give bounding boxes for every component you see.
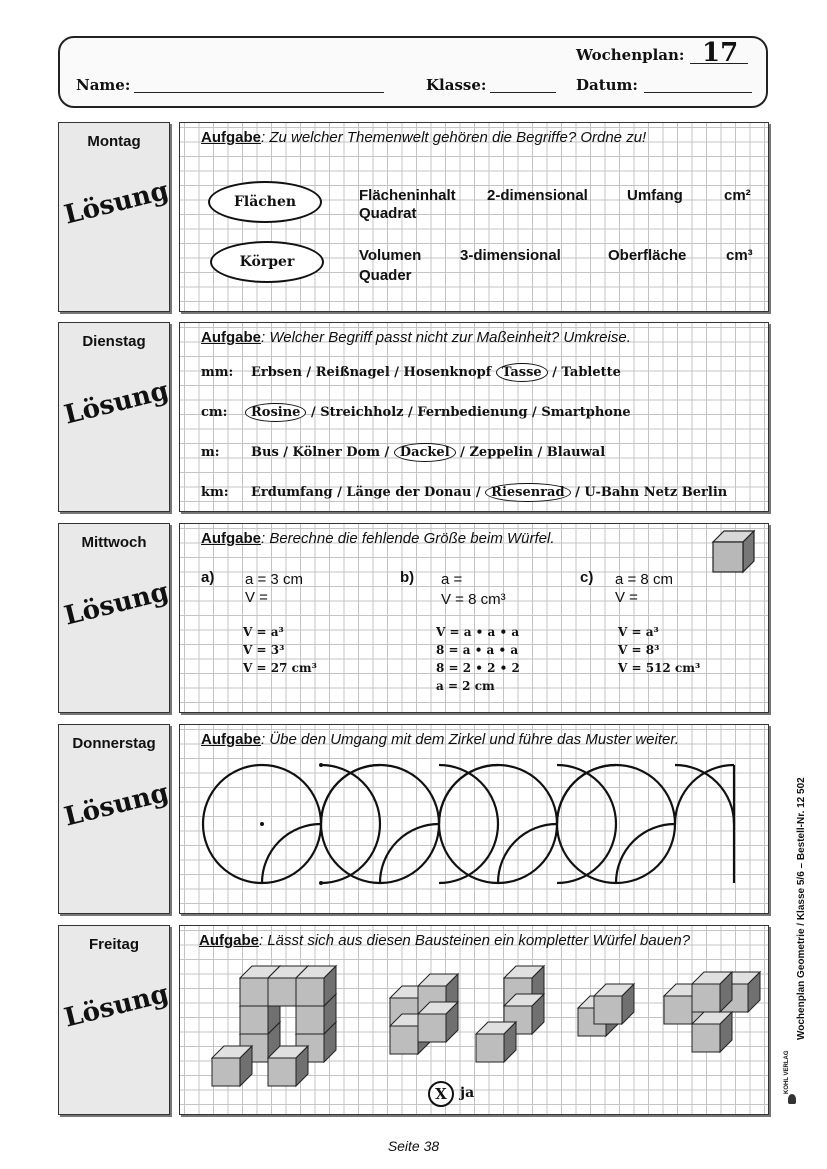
day-box-donnerstag (58, 724, 170, 914)
loesung-label: Lösung (61, 175, 172, 231)
answer-checkmark: X (428, 1081, 454, 1107)
name-label: Name: (76, 76, 131, 94)
term: cm³ (726, 247, 753, 264)
term: Flächeninhalt (359, 187, 456, 204)
given: V = 8 cm³ (441, 591, 506, 608)
series-info: Wochenplan Geometrie / Klasse 5/6 – Bestell-Nr. 12 502 (796, 777, 807, 1040)
klasse-label: Klasse: (426, 76, 487, 94)
day-name: Freitag (88, 936, 139, 953)
day-box-mittwoch (58, 523, 170, 713)
page-number: Seite 38 (387, 1138, 440, 1154)
day-box-montag (58, 122, 170, 312)
publisher-logo: KOHL VERLAG (784, 1054, 798, 1104)
calc-c: V = a³ V = 8³ V = 512 cm³ (618, 625, 701, 675)
task-instruction: Aufgabe: Übe den Umgang mit dem Zirkel und führe das Muster weiter. (201, 731, 679, 748)
day-name: Montag (87, 133, 141, 150)
wochenplan-line (690, 63, 748, 64)
day-box-freitag (58, 925, 170, 1115)
part-label: b) (400, 569, 415, 586)
row-km: km: Erdumfang / Länge der Donau / Riesenrad / U-Bahn Netz Berlin (201, 485, 728, 500)
wochenplan-label: Wochenplan: (576, 46, 685, 64)
loesung-label: Lösung (61, 576, 172, 632)
loesung-label: Lösung (61, 375, 172, 431)
term: Oberfläche (608, 247, 687, 264)
part-label: c) (580, 569, 594, 586)
calc-a: V = a³ V = 3³ V = 27 cm³ (243, 625, 317, 675)
row-mm: mm: Erbsen / Reißnagel / Hosenknopf Tasse / Tablette (201, 365, 621, 380)
day-name: Dienstag (82, 333, 146, 350)
datum-label: Datum: (576, 76, 638, 94)
ellipse-flaechen: Flächen (208, 181, 322, 223)
day-name: Mittwoch (81, 534, 147, 551)
given: a = 3 cm (245, 571, 303, 588)
name-line[interactable] (134, 92, 384, 93)
given: V = (245, 589, 268, 606)
term: Umfang (627, 187, 683, 204)
day-box-dienstag (58, 322, 170, 512)
task-instruction: Aufgabe: Berechne die fehlende Größe beim Würfel. (201, 530, 555, 547)
term: cm² (724, 187, 751, 204)
circled-answer: Dackel (394, 443, 456, 462)
task-box-freitag (179, 925, 769, 1115)
term: 3-dimensional (460, 247, 561, 264)
given: V = (615, 589, 638, 606)
day-name: Donnerstag (72, 735, 156, 752)
loesung-label: Lösung (61, 777, 172, 833)
task-instruction: Aufgabe: Welcher Begriff passt nicht zur Maßeinheit? Umkreise. (201, 329, 631, 346)
task-instruction: Aufgabe: Lässt sich aus diesen Bausteinen ein kompletter Würfel bauen? (199, 932, 691, 949)
task-instruction: Aufgabe: Zu welcher Themenwelt gehören die Begriffe? Ordne zu! (201, 129, 647, 146)
circled-answer: Tasse (496, 363, 548, 382)
task-box-dienstag (179, 322, 769, 512)
term: 2-dimensional (487, 187, 588, 204)
loesung-label: Lösung (61, 978, 172, 1034)
task-box-montag (179, 122, 769, 312)
task-box-donnerstag (179, 724, 769, 914)
given: a = 8 cm (615, 571, 673, 588)
klasse-line[interactable] (490, 92, 556, 93)
wochenplan-number: 17 (702, 38, 739, 68)
circled-answer: Rosine (245, 403, 306, 422)
row-m: m: Bus / Kölner Dom / Dackel / Zeppelin / Blauwal (201, 445, 606, 460)
term: Volumen (359, 247, 422, 264)
calc-b: V = a • a • a 8 = a • a • a 8 = 2 • 2 • 2 a = 2 cm (436, 625, 520, 693)
ellipse-koerper: Körper (210, 241, 324, 283)
task-box-mittwoch (179, 523, 769, 713)
header-box (58, 36, 768, 108)
row-cm: cm: Rosine / Streichholz / Fernbedienung / Smartphone (201, 405, 631, 420)
term: Quader (359, 267, 412, 284)
compass-pattern (180, 725, 768, 913)
term: Quadrat (359, 205, 417, 222)
part-label: a) (201, 569, 215, 586)
datum-line[interactable] (644, 92, 752, 93)
given: a = (441, 571, 463, 588)
cube-icon (710, 528, 756, 574)
answer-ja: ja (460, 1085, 475, 1101)
circled-answer: Riesenrad (485, 483, 570, 502)
